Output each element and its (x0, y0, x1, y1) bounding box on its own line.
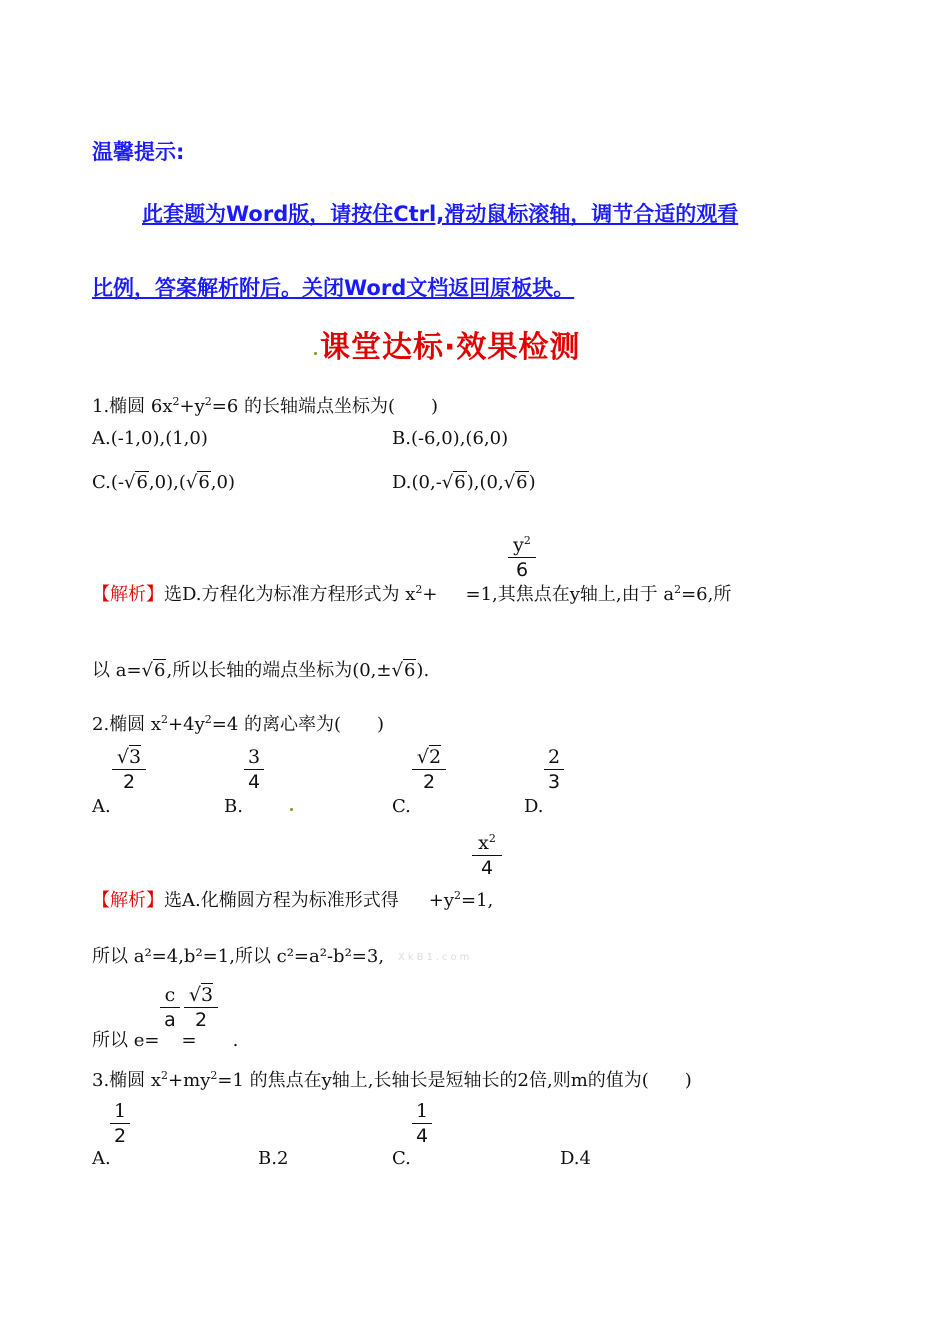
q2-fraction: $x^2$ 4 (472, 832, 502, 879)
q3-stem: 3.椭圆 $x^2+my^2=1$ 的焦点在y轴上,长轴长是短轴长的2倍,则m的值为( ) (92, 1069, 692, 1091)
q2-solution-line2: 所以 a²=4,b²=1,所以 c²=a²-b²=3, (92, 946, 385, 967)
q3-option-c-fraction: 1 4 (412, 1100, 432, 1147)
q2-option-b-label: B. (224, 796, 243, 817)
q2-option-d-label: D. (524, 796, 544, 817)
q2-option-c-fraction: √2 2 (412, 746, 446, 793)
section-heading: 课堂达标·效果检测 (320, 330, 581, 365)
tip-line-1: 此套题为Word版，请按住Ctrl,滑动鼠标滚轴，调节合适的观看 (142, 202, 739, 226)
tip-title: 温馨提示: (92, 140, 185, 164)
q1-option-b: B.(-6,0),(6,0) (392, 428, 509, 449)
q2-option-c-label: C. (392, 796, 411, 817)
q2-e-value-fraction: √3 2 (184, 984, 218, 1031)
watermark: XkB1.com (398, 952, 473, 963)
q3-option-b: B.2 (258, 1148, 289, 1169)
q1-option-c: C.(-√6,0),(√6,0) (92, 472, 235, 493)
q1-option-d: D.(0,-√6),(0,√6) (392, 472, 536, 493)
tip-line-2: 比例，答案解析附后。关闭Word文档返回原板块。 (92, 276, 575, 300)
q2-option-d-fraction: 2 3 (544, 746, 564, 793)
q3-option-a-label: A. (92, 1148, 111, 1169)
q2-solution-line3: 所以 e= = . (92, 1030, 239, 1051)
q3-option-c-label: C. (392, 1148, 411, 1169)
q2-option-a-fraction: √3 2 (112, 746, 146, 793)
q2-option-a-label: A. (92, 796, 111, 817)
q1-solution-line1: 【解析】选D.方程化为标准方程形式为 $x^2+ =1$,其焦点在y轴上,由于 $a^2=6$,所 (92, 583, 732, 605)
q2-option-b-fraction: 3 4 (244, 746, 264, 793)
q2-solution-line1: 【解析】选A.化椭圆方程为标准形式得 $+y^2=1$, (92, 889, 494, 911)
q1-fraction: $y^2$ 6 (508, 534, 536, 581)
q2-e-fraction: c a (160, 984, 180, 1031)
q1-stem: 1.椭圆 $6x^2+y^2=6$ 的长轴端点坐标为( ) (92, 395, 439, 417)
q2-stem: 2.椭圆 $x^2+4y^2=4$ 的离心率为( ) (92, 713, 385, 735)
q1-option-a: A.(-1,0),(1,0) (92, 428, 208, 449)
q3-option-a-fraction: 1 2 (110, 1100, 130, 1147)
q3-option-d: D.4 (560, 1148, 591, 1169)
q1-solution-line2: 以 a=√6,所以长轴的端点坐标为(0,±√6). (92, 660, 430, 681)
stray-dot (290, 808, 293, 811)
stray-dot (314, 352, 317, 355)
